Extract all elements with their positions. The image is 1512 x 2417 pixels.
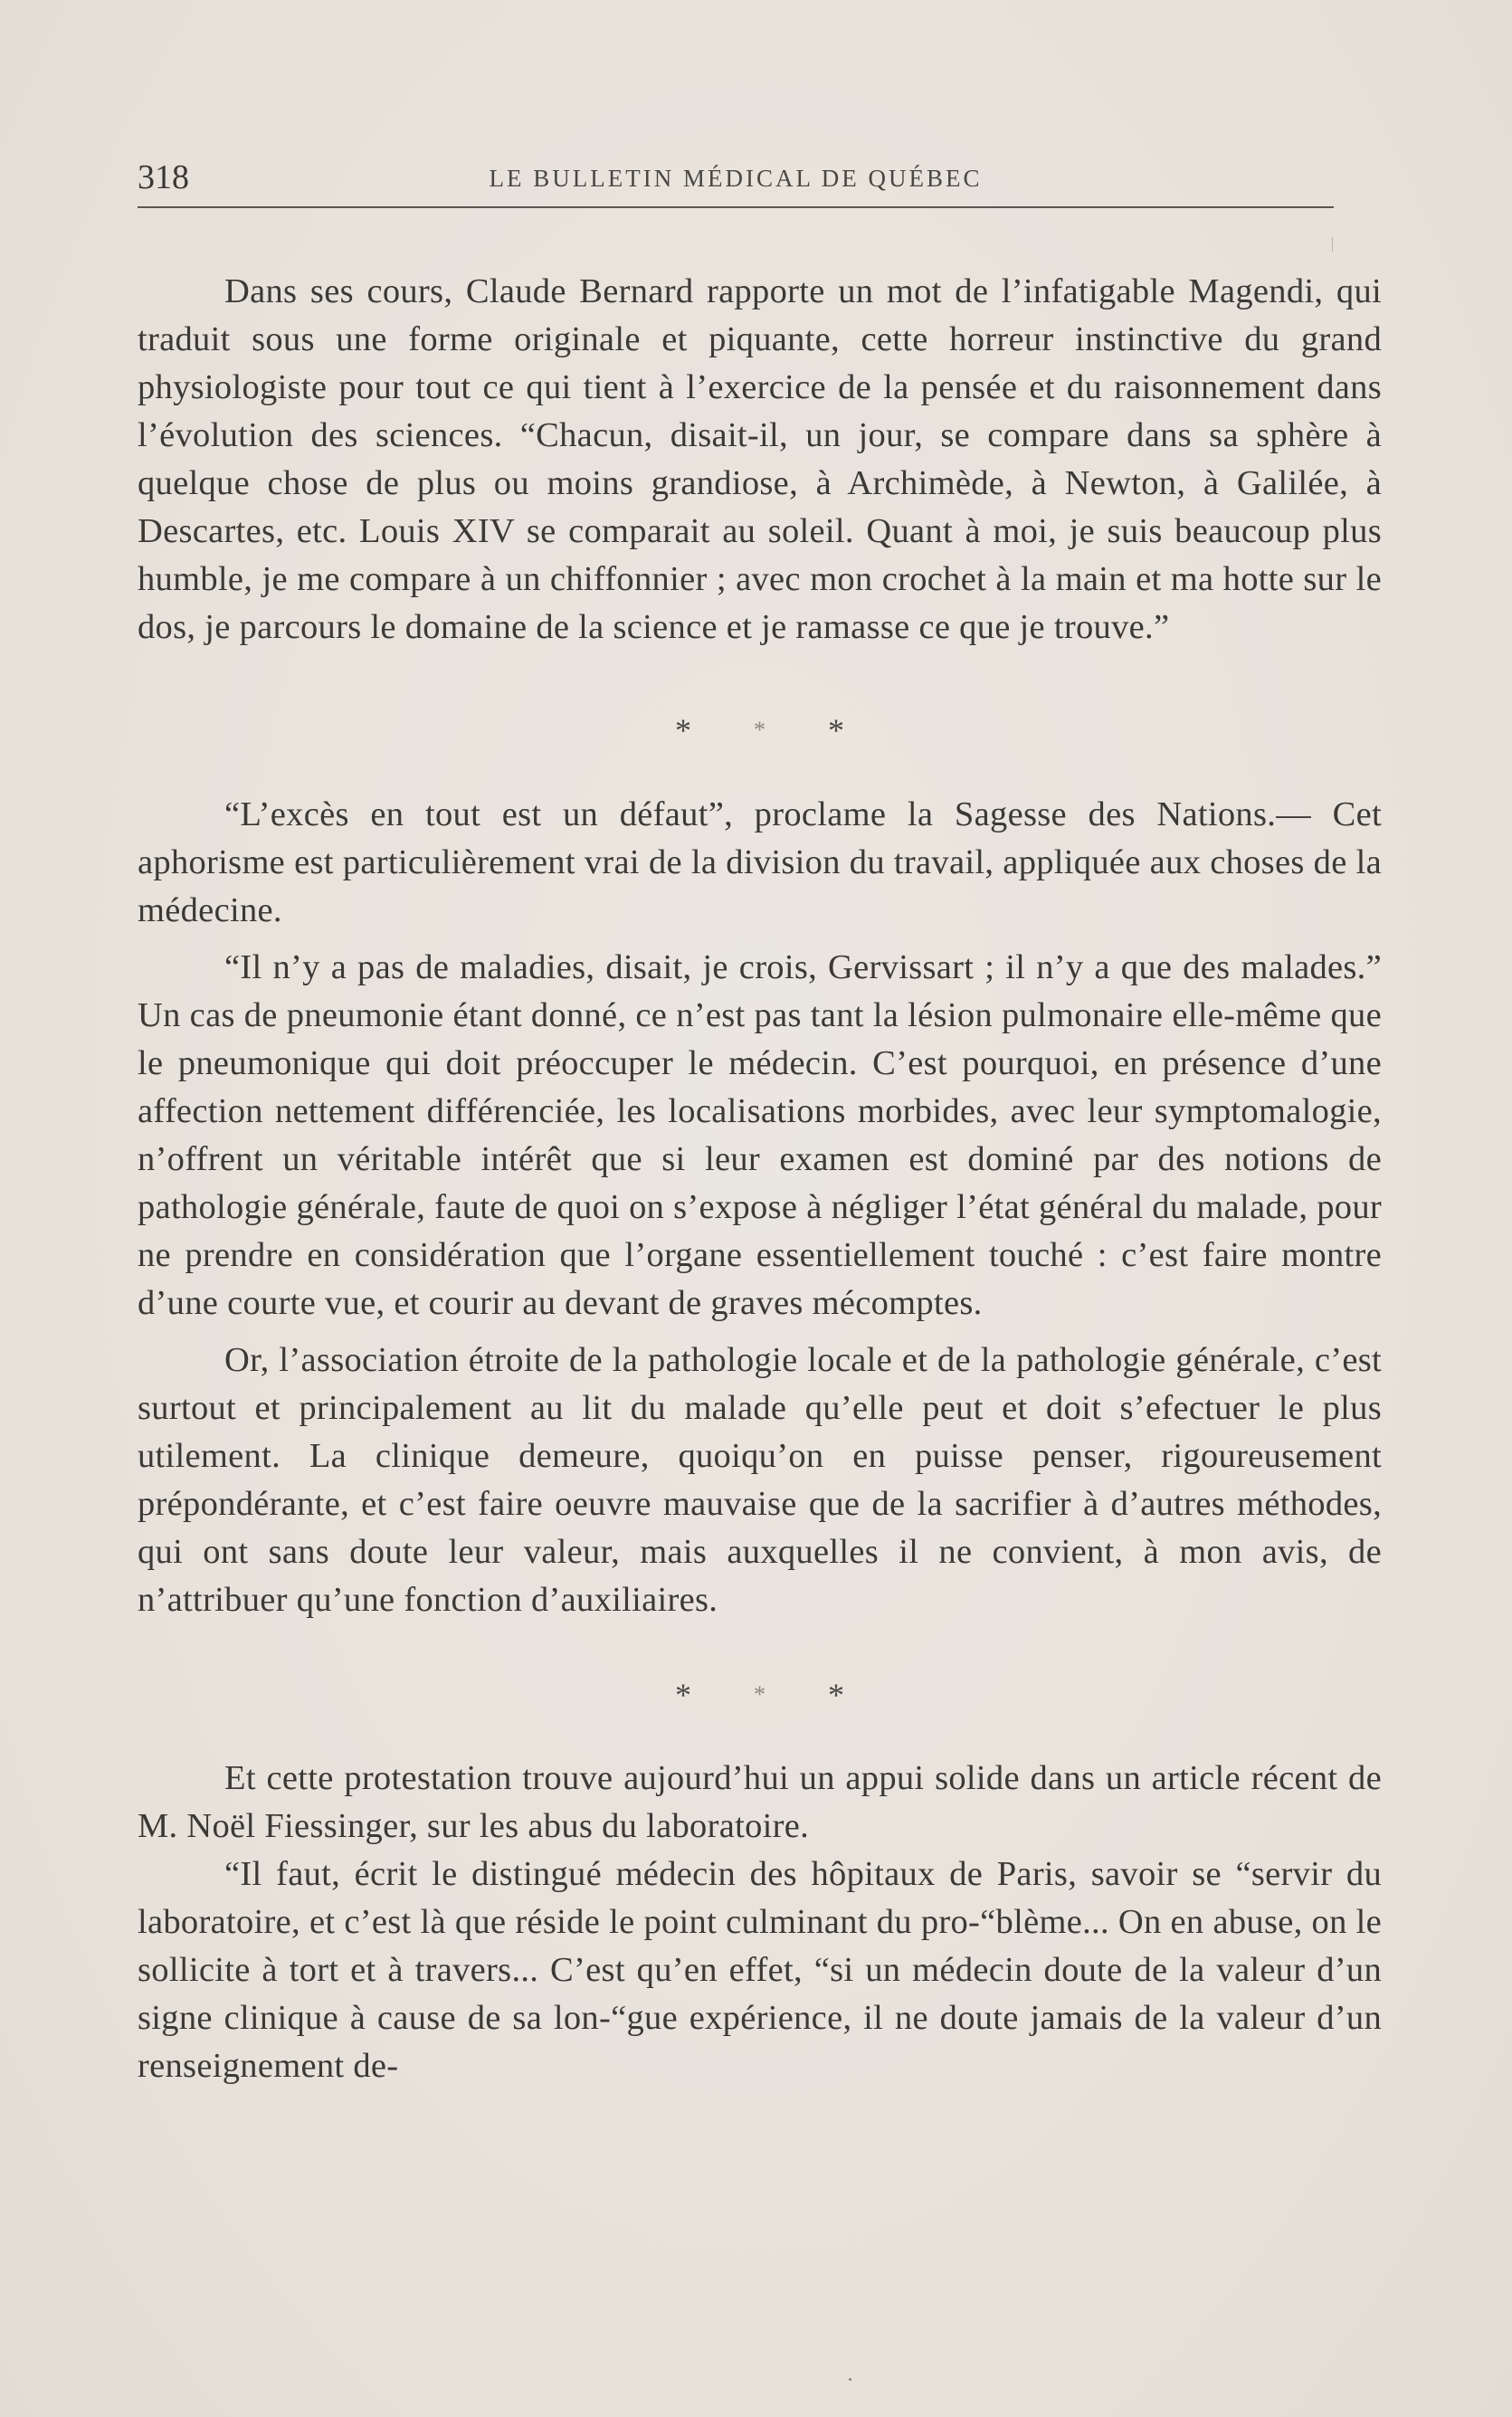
separator-star: * — [828, 712, 871, 748]
separator-star: * — [828, 1677, 871, 1713]
body-text — [138, 268, 1382, 2090]
paragraph-protestation: Et cette protestation trouve aujourd’hui un appui solide dans un article récent de M. Noël Fiessinger, sur les abus du laboratoire. — [138, 1759, 1382, 1845]
paragraph-exces: “L’excès en tout est un défaut”, proclame la Sagesse des Nations.— Cet aphorisme est particulièrement vrai de la division du travail, appliquée aux choses de la médecine. — [138, 795, 1382, 929]
paragraph-magendi: Dans ses cours, Claude Bernard rapporte un mot de l’infatigable Magendi, qui traduit sous une forme originale et piquante, cette horreur instinctive du grand physiologiste pour tout ce qui tient à l’exercice de la pensée et du raisonnement dans l’évolution des sciences. “Chacun, disait-il, un jour, se compare dans sa sphère à quelque chose de plus ou moins grandiose, à Archimède, à Newton, à Galilée, à Descartes, etc. Louis XIV se comparait au soleil. Quant à moi, je suis beaucoup plus humble, je me compare à un chiffonnier ; avec mon crochet à la main et ma hotte sur le dos, je parcours le domaine de la science et je ramasse ce que je trouve.” — [138, 272, 1382, 646]
separator-star: * — [754, 717, 793, 743]
separator-star: * — [754, 1681, 793, 1708]
separator-star: * — [675, 712, 718, 748]
paper-speck — [849, 2378, 851, 2381]
separator-star: * — [675, 1677, 718, 1713]
paragraph-malades: “Il n’y a pas de maladies, disait, je crois, Gervissart ; il n’y a que des malades.” Un cas de pneumonie étant donné, ce n’est pas tant la lésion pulmonaire elle-même que le pneumonique qui doit préoccuper le médecin. C’est pourquoi, en présence d’une affection nettement différenciée, les localisations morbides, avec leur symptomalogie, n’offrent un véritable intérêt que si leur examen est dominé par des notions de pathologie générale, faute de quoi on s’expose à négliger l’état général du malade, pour ne prendre en considération que l’organe essentiellement touché : c’est faire montre d’une courte vue, et courir au devant de graves mécomptes. — [138, 948, 1382, 1322]
paragraph-clinique: Or, l’association étroite de la pathologie locale et de la pathologie générale, c’est surtout et principalement au lit du malade qu’elle peut et doit s’efectuer le plus utilement. La clinique demeure, quoiqu’on en puisse penser, rigoureusement prépondérante, et c’est faire oeuvre mauvaise que de la sacrifier à d’autres méthodes, qui ont sans doute leur valeur, mais auxquelles il ne convient, à mon avis, de n’attribuer qu’une fonction d’auxiliaires. — [138, 1341, 1382, 1619]
section-separator — [138, 703, 1382, 757]
page-header — [138, 152, 1334, 208]
section-separator — [138, 1668, 1382, 1722]
paragraph-quotation: “Il faut, écrit le distingué médecin des hôpitaux de Paris, savoir se “servir du laboratoire, et c’est là que réside le point culminant du pro-“blème... On en abuse, on le sollicite à tort et à travers... C’est qu’en effet, “si un médecin doute de la valeur d’un signe clinique à cause de sa lon-“gue expérience, il ne doute jamais de la valeur d’un renseignement de- — [138, 1855, 1382, 2085]
page-number: 318 — [138, 158, 189, 196]
margin-mark — [1332, 237, 1333, 252]
running-head: LE BULLETIN MÉDICAL DE QUÉBEC — [489, 165, 983, 192]
